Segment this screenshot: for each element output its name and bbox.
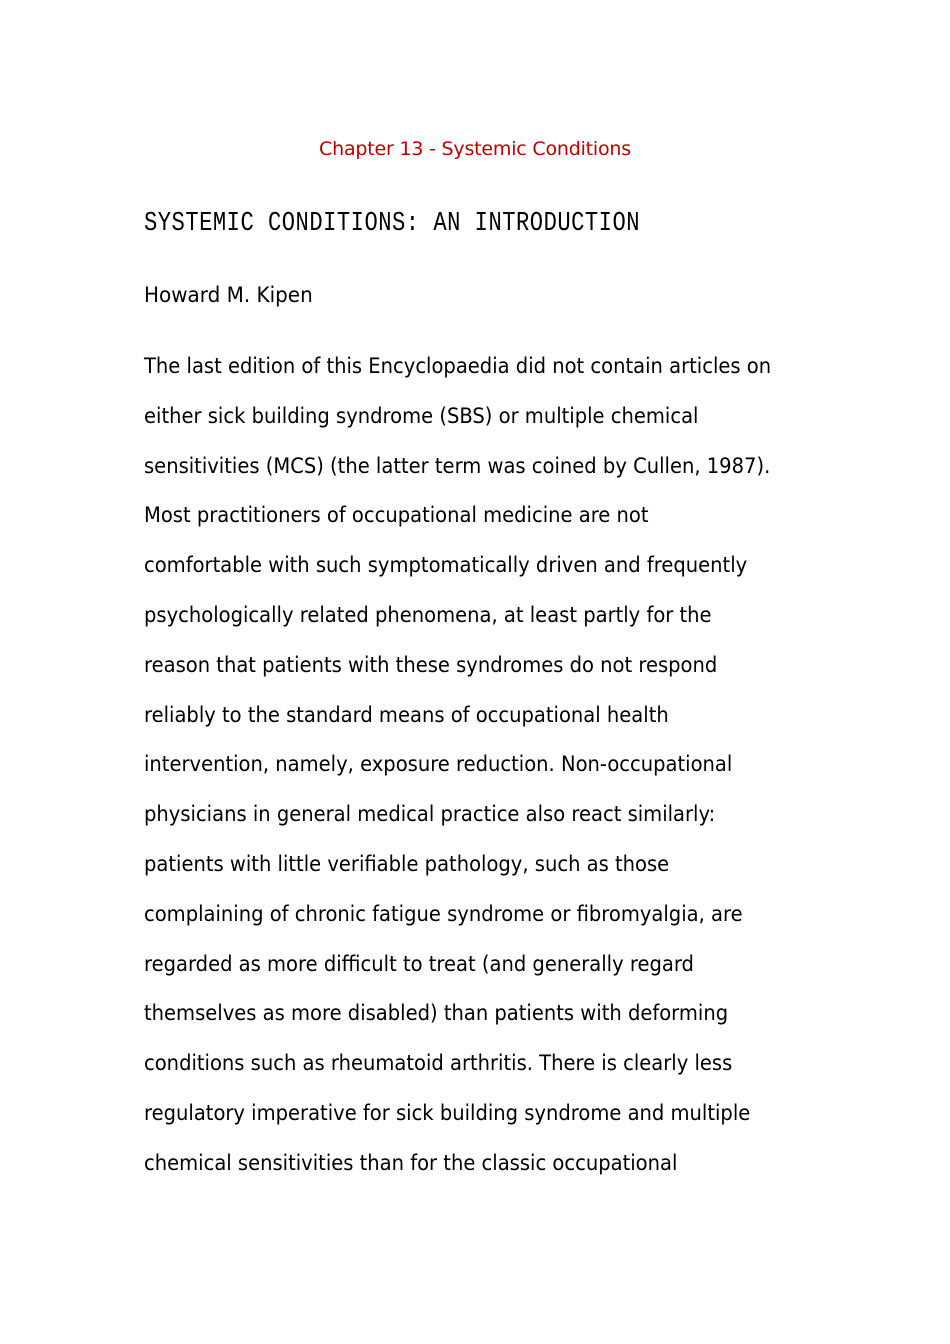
- body-line: either sick building syndrome (SBS) or multiple chemical: [144, 403, 699, 428]
- body-line: intervention, namely, exposure reduction. Non-occupational: [144, 752, 733, 777]
- body-line: Most practitioners of occupational medicine are not: [144, 503, 649, 528]
- body-line: regarded as more difficult to treat (and generally regard: [144, 951, 694, 976]
- body-line: sensitivities (MCS) (the latter term was coined by Cullen, 1987).: [144, 453, 771, 478]
- body-line: comfortable with such symptomatically driven and frequently: [144, 553, 748, 578]
- body-line: patients with little verifiable pathology, such as those: [144, 851, 670, 876]
- body-line: psychologically related phenomena, at least partly for the: [144, 602, 712, 627]
- chapter-heading: Chapter 13 - Systemic Conditions: [319, 138, 631, 160]
- body-paragraph: [144, 351, 818, 1198]
- body-line: conditions such as rheumatoid arthritis. There is clearly less: [144, 1051, 733, 1076]
- body-line: The last edition of this Encyclopaedia did not contain articles on: [144, 354, 772, 378]
- body-line: chemical sensitivities than for the classic occupational: [144, 1150, 678, 1175]
- article-title: SYSTEMIC CONDITIONS: AN INTRODUCTION: [144, 209, 641, 239]
- author-name: Howard M. Kipen: [144, 283, 313, 307]
- body-line: physicians in general medical practice also react similarly:: [144, 802, 716, 827]
- body-line: reason that patients with these syndromes do not respond: [144, 652, 718, 677]
- body-line: reliably to the standard means of occupational health: [144, 702, 669, 727]
- body-line: complaining of chronic fatigue syndrome or fibromyalgia, are: [144, 901, 743, 926]
- body-line: themselves as more disabled) than patients with deforming: [144, 1001, 729, 1026]
- body-line: regulatory imperative for sick building syndrome and multiple: [144, 1100, 751, 1125]
